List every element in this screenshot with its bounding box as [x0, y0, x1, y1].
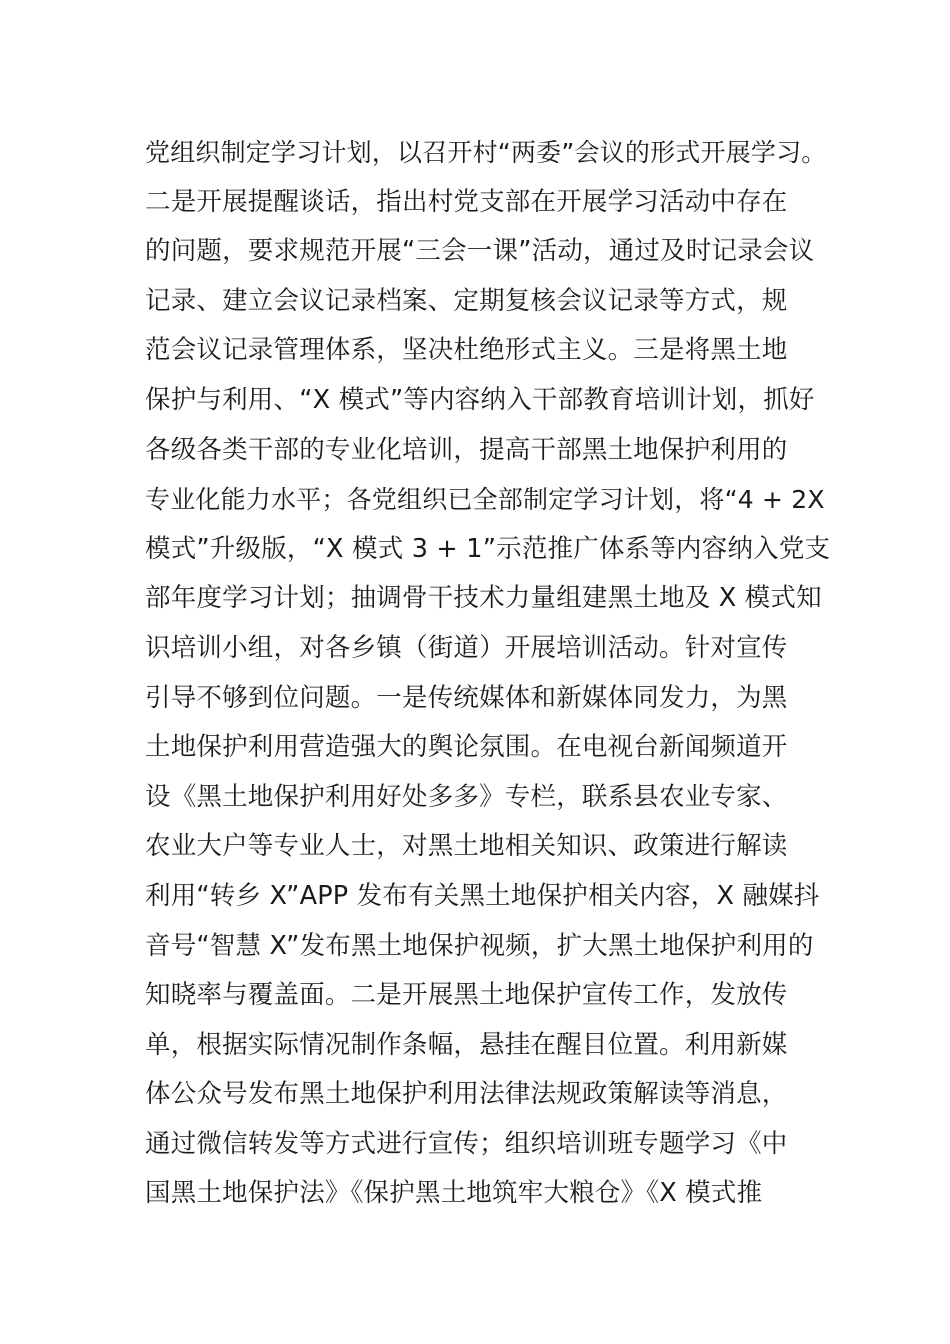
text-line: 体公众号发布黑土地保护利用法律法规政策解读等消息，: [145, 1079, 788, 1110]
text-line: 知晓率与覆盖面。二是开展黑土地保护宣传工作，发放传: [145, 980, 788, 1011]
text-line: 国黑土地保护法》《保护黑土地筑牢大粮仓》《X 模式推: [145, 1178, 763, 1209]
text-line: 二是开展提醒谈话，指出村党支部在开展学习活动中存在: [145, 186, 788, 217]
text-line: 单，根据实际情况制作条幅，悬挂在醒目位置。利用新媒: [145, 1029, 788, 1060]
text-line: 设《黑土地保护利用好处多多》专栏，联系县农业专家、: [145, 781, 788, 812]
text-line: 通过微信转发等方式进行宣传；组织培训班专题学习《中: [145, 1128, 788, 1159]
body-text: [145, 128, 831, 1219]
text-line: 部年度学习计划；抽调骨干技术力量组建黑土地及 X 模式知: [145, 583, 822, 614]
text-line: 土地保护利用营造强大的舆论氛围。在电视台新闻频道开: [145, 732, 788, 763]
text-line: 的问题，要求规范开展“三会一课”活动，通过及时记录会议: [145, 236, 815, 267]
text-line: 记录、建立会议记录档案、定期复核会议记录等方式，规: [145, 285, 788, 316]
text-line: 农业大户等专业人士，对黑土地相关知识、政策进行解读: [145, 831, 788, 862]
text-line: 识培训小组，对各乡镇（街道）开展培训活动。针对宣传: [145, 632, 788, 663]
text-line: 模式”升级版，“X 模式 3 + 1”示范推广体系等内容纳入党支: [145, 533, 831, 564]
text-line: 音号“智慧 X”发布黑土地保护视频，扩大黑土地保护利用的: [145, 930, 814, 961]
text-line: 各级各类干部的专业化培训，提高干部黑土地保护利用的: [145, 434, 788, 465]
text-line: 党组织制定学习计划，以召开村“两委”会议的形式开展学习。: [145, 138, 827, 167]
text-line: 引导不够到位问题。一是传统媒体和新媒体同发力，为黑: [145, 682, 788, 713]
text-line: 利用“转乡 X”APP 发布有关黑土地保护相关内容，X 融媒抖: [145, 880, 820, 911]
text-line: 范会议记录管理体系，坚决杜绝形式主义。三是将黑土地: [145, 335, 788, 366]
text-line: 专业化能力水平；各党组织已全部制定学习计划，将“4 + 2X: [145, 485, 825, 515]
text-line: 保护与利用、“X 模式”等内容纳入干部教育培训计划，抓好: [145, 384, 815, 415]
